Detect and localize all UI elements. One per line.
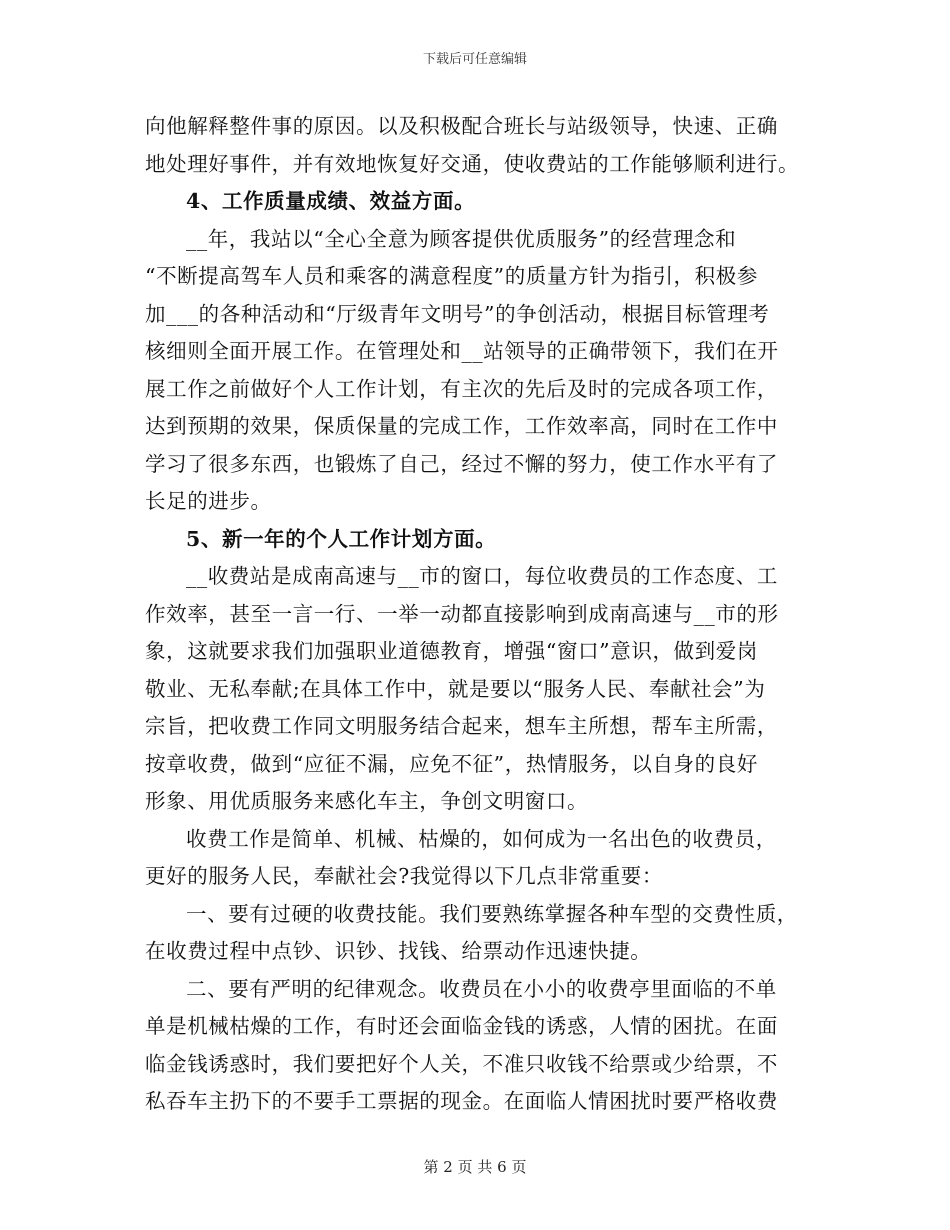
body-line: 单是机械枯燥的工作，有时还会面临金钱的诱惑，人情的困扰。在面 — [145, 1014, 778, 1038]
page-number: 第 2 页 共 6 页 — [423, 1158, 527, 1176]
body-line: 地处理好事件，并有效地恢复好交通，使收费站的工作能够顺利进行。 — [145, 151, 800, 176]
body-line: __年，我站以“全心全意为顾客提供优质服务”的经营理念和 — [186, 226, 737, 251]
body-line: “不断提高驾车人员和乘客的满意程度”的质量方针为指引，积极参 — [145, 264, 758, 288]
body-line: 学习了很多东西，也锻炼了自己，经过不懈的努力，使工作水平有了 — [145, 451, 778, 476]
body-line: 敬业、无私奉献;在具体工作中，就是要以“服务人民、奉献社会”为 — [145, 676, 766, 701]
body-line: 向他解释整件事的原因。以及积极配合班长与站级领导，快速、正确 — [145, 114, 778, 138]
body-line: 象，这就要求我们加强职业道德教育，增强“窗口”意识，做到爱岗 — [145, 639, 758, 663]
body-line: 按章收费，做到“应征不漏，应免不征”，热情服务，以自身的良好 — [145, 751, 758, 776]
body-line: 收费工作是简单、机械、枯燥的，如何成为一名出色的收费员， — [186, 826, 777, 851]
body-line: 宗旨，把收费工作同文明服务结合起来，想车主所想，帮车主所需， — [145, 714, 778, 738]
body-line: 加___的各种活动和“厅级青年文明号”的争创活动，根据目标管理考 — [145, 301, 770, 326]
body-line: 临金钱诱惑时，我们要把好个人关，不准只收钱不给票或少给票，不 — [145, 1051, 778, 1076]
body-line: 作效率，甚至一言一行、一举一动都直接影响到成南高速与__市的形 — [145, 601, 779, 626]
body-line: 私吞车主扔下的不要手工票据的现金。在面临人情困扰时要严格收费 — [145, 1089, 778, 1113]
section-heading: 4、工作质量成绩、效益方面。 — [186, 189, 476, 213]
page-header-note: 下载后可任意编辑 — [422, 52, 527, 67]
body-line: __收费站是成南高速与__市的窗口，每位收费员的工作态度、工 — [186, 564, 778, 588]
body-line: 一、要有过硬的收费技能。我们要熟练掌握各种车型的交费性质， — [186, 901, 798, 926]
section-heading: 5、新一年的个人工作计划方面。 — [186, 526, 497, 551]
body-line: 形象、用优质服务来感化车主，争创文明窗口。 — [145, 789, 589, 813]
body-line: 在收费过程中点钞、识钞、找钱、给票动作迅速快捷。 — [145, 939, 652, 963]
body-line: 展工作之前做好个人工作计划，有主次的先后及时的完成各项工作， — [145, 376, 778, 401]
body-line: 核细则全面开展工作。在管理处和__站领导的正确带领下，我们在开 — [145, 339, 779, 363]
document-body — [145, 108, 810, 1121]
body-line: 长足的进步。 — [145, 489, 272, 513]
body-line: 达到预期的效果，保质保量的完成工作，工作效率高，同时在工作中 — [145, 414, 778, 438]
body-line: 更好的服务人民，奉献社会?我觉得以下几点非常重要： — [145, 864, 663, 888]
body-line: 二、要有严明的纪律观念。收费员在小小的收费亭里面临的不单 — [186, 976, 777, 1001]
